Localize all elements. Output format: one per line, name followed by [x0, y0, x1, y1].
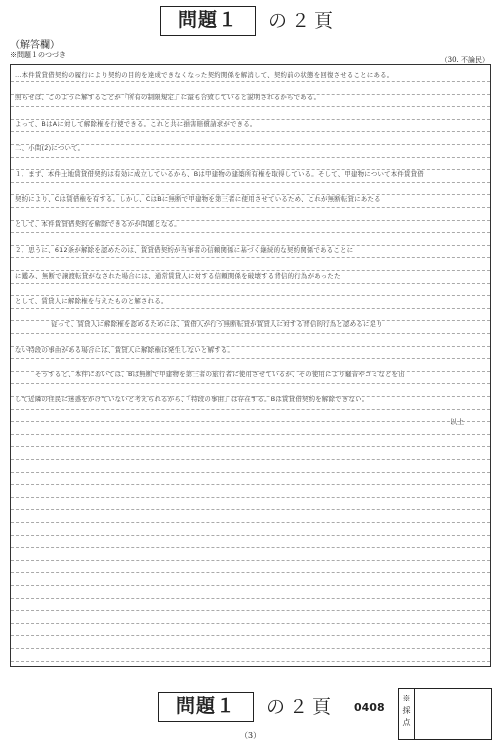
handwritten-line: として、賃貸人に解除権を与えたものと解される。: [15, 297, 168, 305]
ruled-line: [11, 560, 490, 561]
ruled-line: [11, 283, 490, 284]
ruled-line: [11, 320, 490, 321]
ruled-line: [11, 119, 490, 120]
handwritten-line: ２．思うに、612条が解除を認めたのは、賃貸借契約が当事者の信頼関係に基づく継続的な契約関係であることに: [15, 246, 354, 254]
handwritten-line: に鑑み、無断で譲渡転貸がなされた場合には、通常賃貸人に対する信頼関係を破壊する背信的行為があったた: [15, 272, 341, 280]
handwritten-line: そうすると、本件においては、Bは無断で甲建物を第三者の旅行者に使用させているが、その使用により騒音やゴミなどを出: [35, 370, 405, 378]
footer-page-suffix: の２頁: [266, 696, 336, 718]
handwritten-line: よって、BはAに対して解除権を行使できる。これと共に損害賠償請求ができる。: [15, 120, 257, 128]
ruled-line: [11, 295, 490, 296]
footer-question-box: 問題１: [158, 692, 254, 722]
ruled-line: [11, 547, 490, 548]
ruled-line: [11, 509, 490, 510]
question-number-box: 問題１: [160, 6, 256, 36]
ruled-line: [11, 169, 490, 170]
ruled-line: [11, 585, 490, 586]
ruled-line: [11, 598, 490, 599]
ruled-line: [11, 434, 490, 435]
ruled-line: [11, 648, 490, 649]
answer-label: （解答欄）: [10, 40, 60, 51]
page-suffix: の２頁: [268, 10, 338, 32]
ruled-line: [11, 106, 490, 107]
ruled-line: [11, 94, 490, 95]
page-footer: [0, 688, 503, 748]
ruled-line: [11, 182, 490, 183]
ruled-line: [11, 245, 490, 246]
ruled-line: [11, 144, 490, 145]
ruled-line: [11, 396, 490, 397]
ruled-line: [11, 131, 490, 132]
handwritten-line: 照らせば、このように解することが「所有の制限規定」に最も合致していると説明されるからである。: [15, 93, 321, 101]
ruled-line: [11, 232, 490, 233]
ruled-line: [11, 522, 490, 523]
handwritten-line: …本件賃貸借契約の履行により契約の目的を達成できなくなった契約関係を解消して、契約前の状態を回復させることにある。: [15, 71, 394, 79]
ruled-line: [11, 371, 490, 372]
ruled-line: [11, 661, 490, 662]
ruled-line: [11, 535, 490, 536]
ruled-line: [11, 194, 490, 195]
ruled-line: [11, 270, 490, 271]
handwritten-line: 二、小問(2)について。: [15, 144, 85, 152]
ruled-line: [11, 81, 490, 82]
ruled-line: [11, 157, 490, 158]
category-label: （30. 不論民）: [440, 56, 489, 64]
handwritten-line: 従って、賃貸人に解除権を認めるためには、賃借人が行う無断転貸が賃貸人に対する背信的行為と認めるに足り: [51, 320, 383, 328]
exam-code: 0408: [354, 701, 385, 714]
page-number: （3）: [240, 731, 262, 740]
ruled-line: [11, 446, 490, 447]
ruled-line: [11, 635, 490, 636]
handwritten-line: して近隣の住民に迷惑をかけていないと考えられるから、「特段の事由」は存在する。Bは賃貸借契約を解除できない。: [15, 395, 369, 403]
ruled-line: [11, 220, 490, 221]
handwritten-line: １．まず、本件土地賃貸借契約は有効に成立しているから、Bは甲建物の建築所有権を取得している。そして、甲建物について本件賃貸借: [15, 170, 424, 178]
ruled-line: [11, 333, 490, 334]
ruled-line: [11, 472, 490, 473]
ruled-line: [11, 459, 490, 460]
ruled-line: [11, 610, 490, 611]
ruled-line: [11, 484, 490, 485]
handwritten-line: ない特段の事由がある場合には、賃貸人に解除権は発生しないと解する。: [15, 346, 235, 354]
page-header: [0, 6, 503, 40]
answer-sheet: [10, 64, 491, 667]
ruled-line: [11, 308, 490, 309]
score-box: [398, 688, 492, 740]
ruled-line: [11, 421, 490, 422]
ruled-line: [11, 409, 490, 410]
ruled-line: [11, 207, 490, 208]
ruled-line: [11, 257, 490, 258]
ruled-line: [11, 497, 490, 498]
continuation-note: ※問題１のつづき: [10, 51, 66, 59]
handwritten-line: として、本件賃貸借契約を解除できるかが問題となる。: [15, 220, 181, 228]
ruled-line: [11, 383, 490, 384]
ruled-line: [11, 358, 490, 359]
score-label: ※採点: [399, 689, 415, 739]
ruled-line: [11, 623, 490, 624]
ruled-line: [11, 346, 490, 347]
ruled-line: [11, 572, 490, 573]
closing-mark: 以上: [450, 418, 464, 426]
handwritten-line: 契約により、Cは賃借権を有する。しかし、CはBに無断で甲建物を第三者に使用させているため、これが無断転貸にあたる: [15, 195, 381, 203]
